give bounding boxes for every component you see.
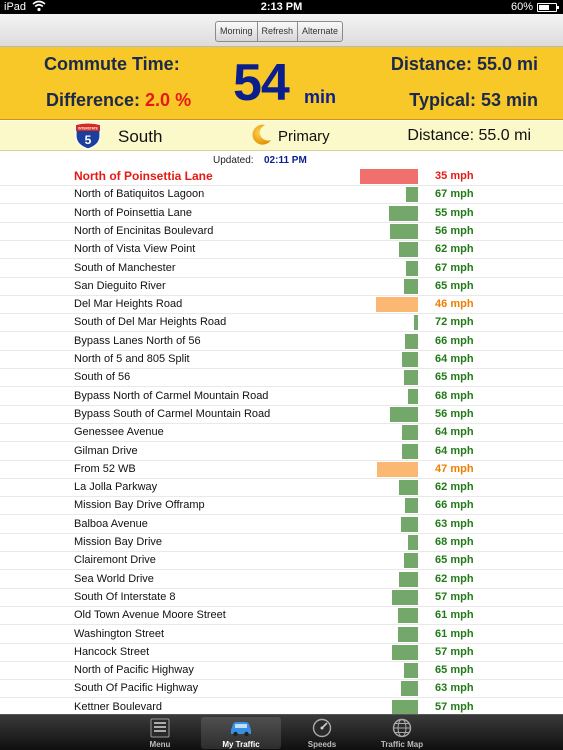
updated-label: Updated: — [213, 155, 254, 166]
segment-name: Bypass Lanes North of 56 — [74, 334, 201, 347]
speed-bar — [399, 242, 418, 257]
speed-value: 68 — [435, 389, 448, 402]
segment-name: North of Vista View Point — [74, 243, 196, 256]
shield-number: 5 — [84, 133, 92, 147]
speed-bar — [389, 206, 418, 221]
segment-row[interactable] — [0, 516, 563, 534]
segment-name: Mission Bay Drive Offramp — [74, 499, 205, 512]
segment-name: Bypass North of Carmel Mountain Road — [74, 389, 269, 402]
tab-menu[interactable] — [120, 717, 200, 749]
segment-row[interactable] — [0, 680, 563, 698]
commute-time-value: 54 — [233, 54, 289, 112]
segment-speed — [435, 554, 474, 566]
speed-unit: mph — [450, 371, 474, 384]
speed-value: 62 — [435, 481, 448, 494]
speed-value: 64 — [435, 444, 448, 457]
speed-unit: mph — [450, 426, 474, 439]
speed-bar — [377, 462, 418, 477]
status-time: 2:13 PM — [260, 1, 303, 13]
segment-name: North of Poinsettia Lane — [74, 206, 193, 219]
speed-value: 56 — [435, 407, 448, 420]
segment-row[interactable] — [0, 351, 563, 369]
speed-bar — [405, 334, 418, 349]
speed-bar — [404, 553, 419, 568]
speed-bar — [408, 535, 418, 550]
tab-bar — [0, 714, 563, 750]
segment-row[interactable] — [0, 534, 563, 552]
segment-name: Gilman Drive — [74, 444, 138, 457]
segment-row[interactable] — [0, 662, 563, 680]
status-bar — [0, 0, 563, 14]
speed-value: 67 — [435, 188, 448, 201]
speed-unit: mph — [450, 188, 474, 201]
segment-row[interactable] — [0, 443, 563, 461]
segment-speed — [435, 390, 474, 402]
segment-row[interactable] — [0, 571, 563, 589]
speed-bar — [392, 645, 418, 660]
speed-value: 56 — [435, 224, 448, 237]
segment-speed — [435, 481, 474, 493]
speed-value: 57 — [435, 645, 448, 658]
speed-unit: mph — [450, 206, 474, 219]
commute-summary — [0, 47, 563, 120]
segment-name: Del Mar Heights Road — [74, 298, 183, 311]
speed-bar — [399, 572, 418, 587]
segment-row[interactable] — [0, 260, 563, 278]
speed-value: 62 — [435, 243, 448, 256]
segment-row[interactable] — [0, 644, 563, 662]
speed-value: 68 — [435, 536, 448, 548]
shield-label: INTERSTATE — [78, 126, 98, 131]
segment-row[interactable] — [0, 552, 563, 570]
speed-unit: mph — [450, 609, 474, 622]
tab-label: Menu — [149, 740, 171, 749]
segment-name: Old Town Avenue Moore Street — [74, 609, 226, 622]
speed-value: 66 — [435, 499, 448, 512]
segment-name: Clairemont Drive — [74, 554, 156, 567]
morning-button[interactable]: Morning — [216, 22, 258, 41]
segment-name: North of Poinsettia Lane — [74, 169, 213, 183]
speed-value: 67 — [435, 261, 448, 274]
segment-row[interactable] — [0, 461, 563, 479]
segment-row[interactable] — [0, 333, 563, 351]
difference-label — [46, 90, 191, 111]
tab-label: Speeds — [307, 740, 337, 749]
segment-speed — [435, 682, 474, 694]
speed-value: 55 — [435, 206, 448, 219]
speed-unit: mph — [450, 682, 474, 695]
speed-unit: mph — [450, 298, 474, 311]
speed-bar — [392, 590, 418, 605]
segment-row[interactable] — [0, 369, 563, 387]
interstate-shield-icon — [74, 122, 102, 150]
speed-unit: mph — [450, 536, 474, 548]
speed-bar — [406, 187, 418, 202]
segment-name: North of Batiquitos Lagoon — [74, 188, 205, 201]
segment-row[interactable] — [0, 296, 563, 314]
segment-name: La Jolla Parkway — [74, 481, 158, 494]
segment-speed — [435, 573, 474, 585]
segment-row[interactable] — [0, 479, 563, 497]
speed-value: 72 — [435, 316, 448, 329]
segment-name: South Of Pacific Highway — [74, 682, 199, 695]
segment-name: Kettner Boulevard — [74, 700, 163, 713]
segment-row[interactable] — [0, 589, 563, 607]
segment-row[interactable] — [0, 699, 563, 714]
segment-speed — [435, 646, 474, 658]
tab-label: My Traffic — [222, 740, 260, 749]
speed-value: 62 — [435, 572, 448, 585]
speed-value: 57 — [435, 700, 448, 713]
route-type: Primary — [278, 128, 330, 145]
speed-value: 63 — [435, 517, 448, 530]
speed-bar — [376, 297, 418, 312]
segment-speed — [435, 243, 474, 255]
updated-time: 02:11 PM — [264, 155, 307, 166]
speed-unit: mph — [450, 444, 474, 457]
speed-unit: mph — [450, 627, 474, 640]
speed-bar — [392, 700, 418, 714]
speed-value: 64 — [435, 353, 448, 365]
segment-row[interactable] — [0, 314, 563, 332]
difference-value: 2.0 % — [145, 90, 192, 110]
tab-label: Traffic Map — [380, 740, 424, 749]
segment-speed — [435, 353, 474, 365]
segment-row[interactable] — [0, 388, 563, 406]
speed-bar — [404, 370, 419, 385]
segment-speed — [435, 518, 474, 530]
speed-unit: mph — [450, 700, 474, 713]
segment-name: Mission Bay Drive — [74, 536, 163, 548]
segment-speed — [435, 426, 474, 438]
speed-value: 66 — [435, 334, 448, 347]
speed-unit: mph — [450, 170, 474, 182]
segment-speed — [435, 445, 474, 457]
segment-name: Genessee Avenue — [74, 426, 164, 439]
speed-bar — [402, 425, 418, 440]
speed-unit: mph — [450, 554, 474, 567]
speed-bar — [390, 407, 418, 422]
refresh-button[interactable]: Refresh — [258, 22, 299, 41]
speed-bar — [404, 279, 419, 294]
segment-name: South of 56 — [74, 371, 131, 384]
speed-value: 64 — [435, 426, 448, 439]
speed-value: 63 — [435, 682, 448, 695]
segment-speed — [435, 609, 474, 621]
speed-value: 65 — [435, 279, 448, 292]
speed-unit: mph — [450, 334, 474, 347]
tab-speeds[interactable] — [282, 717, 362, 749]
segment-row[interactable] — [0, 406, 563, 424]
segment-speed — [435, 316, 474, 328]
route-direction: South — [118, 127, 163, 146]
updated-line — [0, 153, 563, 168]
speed-bar — [360, 169, 418, 184]
speed-unit: mph — [450, 481, 474, 494]
speed-unit: mph — [450, 279, 474, 292]
segment-row[interactable] — [0, 278, 563, 296]
car-icon — [229, 718, 253, 738]
speed-unit: mph — [450, 572, 474, 585]
segment-speed — [435, 335, 474, 347]
speed-unit: mph — [450, 243, 474, 256]
difference-label-text: Difference: — [46, 90, 141, 110]
segment-speed — [435, 628, 474, 640]
segment-name: Sea World Drive — [74, 572, 154, 585]
segment-row[interactable] — [0, 607, 563, 625]
segment-speed — [435, 188, 474, 200]
speed-bar — [402, 352, 418, 367]
speed-value: 35 — [435, 170, 448, 182]
commute-time-label: Commute Time: — [44, 54, 180, 74]
segment-row[interactable] — [0, 424, 563, 442]
speed-unit: mph — [450, 353, 474, 365]
speed-bar — [402, 444, 418, 459]
speed-value: 65 — [435, 554, 448, 567]
segment-speed — [435, 207, 474, 219]
segment-name: South of Manchester — [74, 261, 176, 274]
speed-bar — [404, 663, 419, 678]
speed-bar — [401, 517, 418, 532]
route-distance: Distance: 55.0 mi — [407, 127, 531, 144]
segment-name: North of Encinitas Boulevard — [74, 224, 214, 237]
crescent-moon-icon — [248, 122, 274, 148]
segment-speed — [435, 664, 474, 676]
tab-my-traffic[interactable] — [201, 717, 281, 749]
speed-unit: mph — [450, 517, 474, 530]
segment-row[interactable] — [0, 186, 563, 204]
summary-distance: Distance: 55.0 mi — [390, 54, 538, 74]
speedometer-icon — [310, 718, 334, 738]
speed-unit: mph — [450, 664, 474, 677]
segment-row[interactable] — [0, 497, 563, 515]
segment-row[interactable] — [0, 168, 563, 186]
segment-speed — [435, 463, 474, 475]
speed-value: 65 — [435, 664, 448, 677]
speed-unit: mph — [450, 389, 474, 402]
speed-unit: mph — [450, 462, 474, 475]
tab-traffic-map[interactable] — [362, 717, 442, 749]
segment-speed — [435, 701, 474, 713]
speed-bar — [414, 315, 418, 330]
segment-name: North of 5 and 805 Split — [74, 353, 190, 365]
segment-row[interactable] — [0, 241, 563, 259]
speed-unit: mph — [450, 590, 474, 603]
segment-row[interactable] — [0, 223, 563, 241]
battery-icon — [537, 3, 557, 12]
speed-value: 57 — [435, 590, 448, 603]
speed-unit: mph — [450, 261, 474, 274]
speed-bar — [406, 261, 418, 276]
speed-value: 46 — [435, 298, 448, 311]
speed-bar — [390, 224, 418, 239]
speed-value: 61 — [435, 609, 448, 622]
carrier-label: iPad — [4, 1, 27, 13]
segment-speed — [435, 262, 474, 274]
segment-name: Balboa Avenue — [74, 517, 148, 530]
speed-bar — [399, 480, 418, 495]
segment-row[interactable] — [0, 626, 563, 644]
segment-speed — [435, 170, 474, 182]
segment-speed — [435, 225, 474, 237]
segment-speed — [435, 591, 474, 603]
segment-name: South of Del Mar Heights Road — [74, 316, 227, 329]
speed-bar — [408, 389, 418, 404]
segment-speed — [435, 536, 474, 548]
segment-speed — [435, 280, 474, 292]
segment-name: South Of Interstate 8 — [74, 590, 176, 603]
segment-name: Bypass South of Carmel Mountain Road — [74, 407, 271, 420]
globe-icon — [390, 718, 414, 738]
speed-unit: mph — [450, 224, 474, 237]
segment-name: From 52 WB — [74, 462, 136, 475]
speed-value: 47 — [435, 462, 448, 475]
speed-unit: mph — [450, 407, 474, 420]
segment-speed — [435, 499, 474, 511]
top-toolbar — [0, 14, 563, 47]
speed-bar — [405, 498, 418, 513]
segment-speed — [435, 371, 474, 383]
segment-speed — [435, 408, 474, 420]
commute-time-unit: min — [304, 87, 337, 107]
speed-bar — [398, 627, 418, 642]
menu-icon — [148, 718, 172, 738]
segment-name: North of Pacific Highway — [74, 664, 194, 677]
typical-time: Typical: 53 min — [409, 90, 538, 110]
mode-segmented-control — [215, 21, 343, 42]
battery-percent: 60% — [510, 1, 533, 13]
speed-unit: mph — [450, 316, 474, 329]
speed-value: 61 — [435, 627, 448, 640]
route-header[interactable] — [0, 121, 563, 151]
segment-name: Hancock Street — [74, 645, 150, 658]
speed-bar — [398, 608, 418, 623]
segment-row[interactable] — [0, 205, 563, 223]
segment-name: Washington Street — [74, 627, 165, 640]
speed-unit: mph — [450, 645, 474, 658]
segment-name: San Dieguito River — [74, 279, 166, 292]
speed-unit: mph — [450, 499, 474, 512]
speed-value: 65 — [435, 371, 448, 384]
speed-bar — [401, 681, 418, 696]
alternate-button[interactable]: Alternate — [302, 26, 339, 36]
segment-speed — [435, 298, 474, 310]
segment-list[interactable] — [0, 168, 563, 714]
